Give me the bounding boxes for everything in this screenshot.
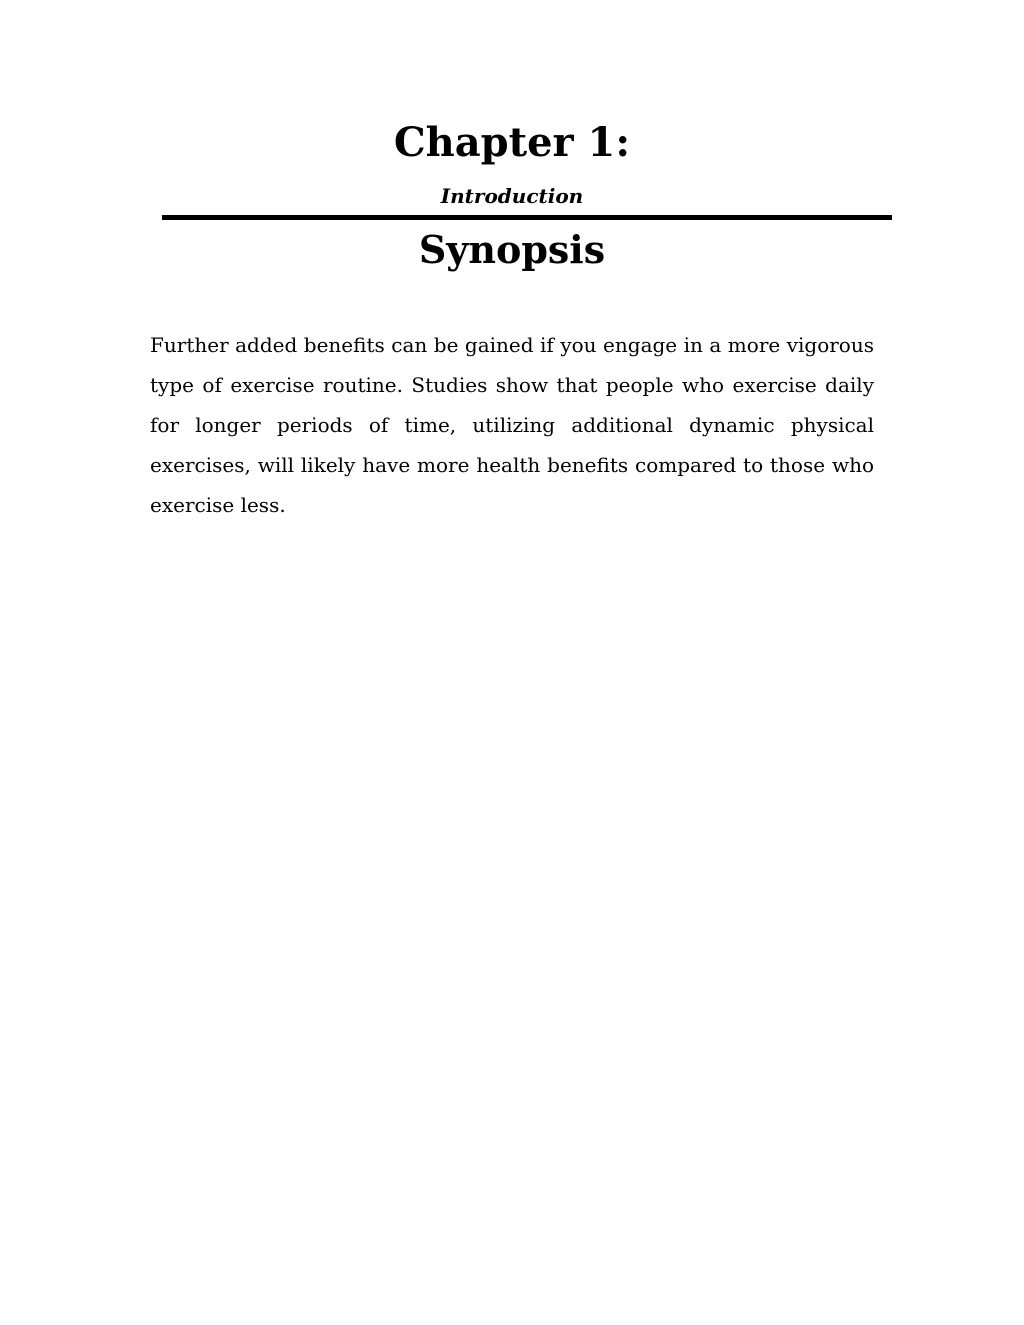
section-title: Synopsis (418, 227, 606, 272)
chapter-title: Chapter 1: (393, 119, 631, 166)
body-paragraph: Further added benefits can be gained if you engage in a more vigorous type of exercise routine. Studies show that people who exercise daily for longer periods of time, utilizing additional dynamic physical exercises, will likely have more health benefits compared to those who exercise less. (150, 333, 874, 517)
chapter-subtitle: Introduction (440, 184, 584, 208)
horizontal-divider (162, 215, 892, 220)
